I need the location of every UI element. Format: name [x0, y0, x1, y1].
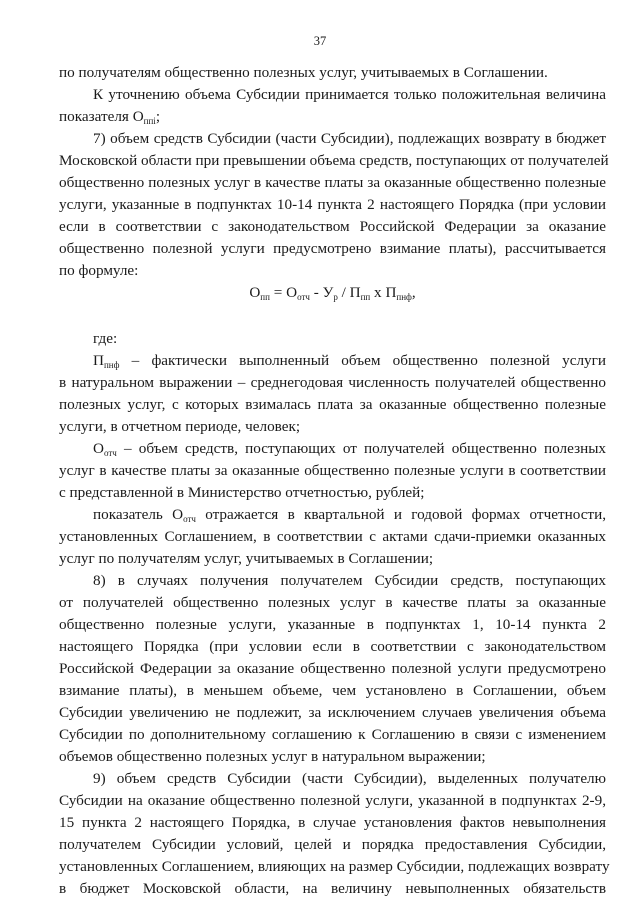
- line-text: показателя О: [59, 108, 144, 125]
- formula-part: / П: [337, 284, 361, 301]
- text-line: от получателей общественно полезных услуг в качестве платы за оказанные: [59, 594, 606, 611]
- formula-subscript: пп: [360, 292, 371, 302]
- line-text-rest: – объем средств, поступающих от получателей общественно полезных: [116, 440, 606, 457]
- line-text-rest: – фактически выполненный объем общественно полезной услуги: [119, 352, 606, 369]
- text-line: настоящего Порядка (при условии если в соответствии с законодательством: [59, 638, 606, 655]
- line-subscript: отч: [183, 514, 196, 524]
- text-line: в натуральном выражении – среднегодовая численность получателей общественно: [59, 374, 606, 391]
- text-line: Субсидии по дополнительному соглашению к Соглашению в связи с изменением: [59, 726, 606, 743]
- text-line: услуг в качестве платы за оказанные общественно полезные услуги в соответствии: [59, 462, 606, 479]
- text-line: по получателям общественно полезных услуг, учитываемых в Соглашении.: [59, 64, 548, 81]
- formula-subscript: пнф: [396, 292, 412, 302]
- text-line: полезных услуг, с которых взималась плата за оказанные общественно полезные: [59, 396, 606, 413]
- line-subscript: ппi: [143, 116, 156, 126]
- text-line: [59, 106, 606, 128]
- text-line: с представленной в Министерство отчетностью, рублей;: [59, 484, 425, 501]
- line-text: О: [93, 440, 104, 457]
- formula-part: ,: [411, 284, 416, 301]
- text-line: К уточнению объема Субсидии принимается только положительная величина: [93, 86, 606, 103]
- text-line: услуг по получателям услуг, учитываемых в Соглашении;: [59, 550, 434, 567]
- text-line: по формуле:: [59, 262, 139, 279]
- line-subscript: пнф: [103, 360, 120, 370]
- text-line: [59, 504, 606, 526]
- text-line: получателем Субсидии условий, целей и порядка предоставления Субсидии,: [59, 836, 606, 853]
- text-line: установленных Соглашением, влияющих на размер Субсидии, подлежащих возврату: [59, 858, 610, 875]
- formula-part: О: [249, 284, 261, 301]
- text-line: [59, 350, 606, 372]
- text-line: объемов общественно полезных услуг в натуральном выражении;: [59, 748, 486, 765]
- formula-part: = О: [269, 284, 298, 301]
- text-line: общественно полезных услуг в качестве платы за оказанные общественно полезные: [59, 174, 606, 191]
- text-line: общественно полезные услуги, указанные в подпунктах 1, 10-14 пункта 2: [59, 616, 606, 633]
- text-line: Субсидии увеличению не подлежит, за исключением случаев увеличения объема: [59, 704, 606, 721]
- line-text-rest: отражается в квартальной и годовой формах отчетности,: [195, 506, 606, 523]
- text-line: 15 пункта 2 настоящего Порядка, в случае установления фактов невыполнения: [59, 814, 606, 831]
- text-line: 7) объем средств Субсидии (части Субсидии), подлежащих возврату в бюджет: [93, 130, 606, 147]
- line-text: П: [93, 352, 104, 369]
- text-line: если в соответствии с законодательством Российской Федерации за оказание: [59, 218, 606, 235]
- page-number: 37: [313, 34, 327, 48]
- text-line: Российской Федерации за оказание общественно полезной услуги предусмотрено: [59, 660, 606, 677]
- formula-part: - У: [309, 284, 334, 301]
- line-text-rest: ;: [155, 108, 161, 125]
- text-line: Субсидии на оказание общественно полезной услуги, указанной в подпунктах 2-9,: [59, 792, 606, 809]
- text-line: Московской области при превышении объема средств, поступающих от получателей: [59, 152, 609, 169]
- formula-subscript: отч: [297, 292, 310, 302]
- text-line: где:: [93, 330, 118, 347]
- text-line: в бюджет Московской области, на величину невыполненных обязательств: [59, 880, 606, 897]
- text-line: услуги, указанные в подпунктах 10-14 пункта 2 настоящего Порядка (при условии: [59, 196, 606, 213]
- text-line: взимание платы), в меньшем объеме, чем установлено в Соглашении, объем: [59, 682, 606, 699]
- formula-part: х П: [370, 284, 397, 301]
- formula: [59, 282, 606, 304]
- text-line: [59, 438, 606, 460]
- text-line: 9) объем средств Субсидии (части Субсидии), выделенных получателю: [93, 770, 606, 787]
- text-line: услуги, в отчетном периоде, человек;: [59, 418, 301, 435]
- text-line: общественно полезной услуги предусмотрено взимание платы), рассчитывается: [59, 240, 606, 257]
- formula-subscript: пп: [260, 292, 270, 302]
- text-line: 8) в случаях получения получателем Субсидии средств, поступающих: [93, 572, 606, 589]
- text-line: установленных Соглашением, в соответствии с актами сдачи-приемки оказанных: [59, 528, 606, 545]
- line-text: показатель О: [93, 506, 184, 523]
- line-subscript: отч: [103, 448, 117, 458]
- formula-subscript: р: [333, 292, 338, 302]
